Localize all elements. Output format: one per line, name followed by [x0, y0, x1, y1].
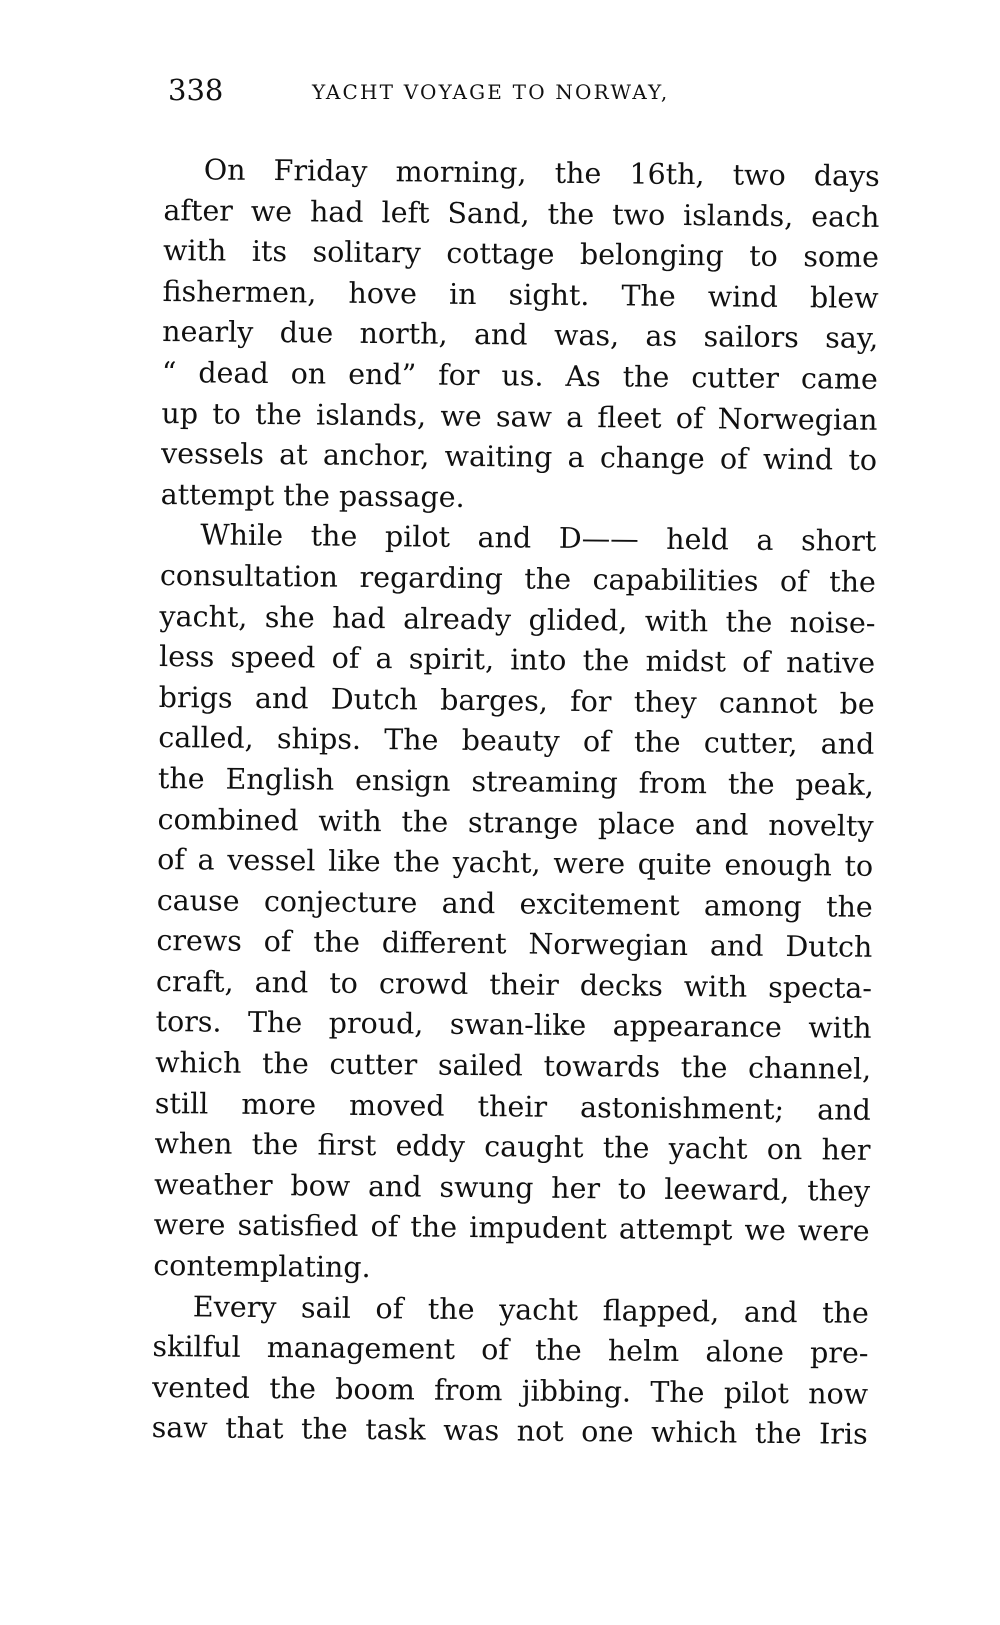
paragraph [160, 150, 879, 522]
text-line: still more moved their astonishment; and [154, 1086, 871, 1127]
text-line: less speed of a spirit, into the midst of native [158, 640, 876, 680]
text-line: consultation regarding the capabilities of the [159, 558, 877, 599]
text-line: called, ships. The beauty of the cutter, and [158, 721, 875, 762]
text-line: On Friday morning, the 16th, two days [203, 153, 880, 193]
text-line: vessels at anchor, waiting a change of wind to [160, 437, 878, 478]
text-line: craft, and to crowd their decks with specta- [155, 964, 873, 1005]
text-line: contemplating. [153, 1248, 371, 1285]
text-line: the English ensign streaming from the peak, [157, 761, 875, 802]
text-line: which the cutter sailed towards the channel, [155, 1046, 872, 1086]
text-line: nearly due north, and was, as sailors say, [162, 315, 879, 356]
text-line: tors. The proud, swan-like appearance with [155, 1005, 872, 1046]
text-line: vented the boom from jibbing. The pilot now [151, 1370, 869, 1411]
text-line: While the pilot and D—— held a short [200, 518, 877, 559]
text-line: combined with the strange place and novelty [157, 802, 874, 843]
text-line: with its solitary cottage belonging to some [162, 234, 880, 275]
paragraph [153, 515, 876, 1293]
text-line: Every sail of the yacht flapped, and the [192, 1289, 870, 1330]
text-line: weather bow and swung her to leeward, they [153, 1167, 871, 1208]
text-line: attempt the passage. [160, 477, 465, 514]
text-line: when the first eddy caught the yacht on her [154, 1127, 871, 1168]
text-line: up to the islands, we saw a fleet of Norwegian [161, 396, 878, 437]
text-line: “ dead on end” for us. As the cutter came [161, 355, 878, 396]
text-line: cause conjecture and excitement among the [156, 883, 873, 924]
text-line: were satisfied of the impudent attempt we were [153, 1208, 870, 1249]
text-line: crews of the different Norwegian and Dutch [156, 924, 873, 965]
text-line: yacht, she had already glided, with the noise- [159, 599, 876, 640]
running-title: YACHT VOYAGE TO NORWAY, [312, 80, 670, 104]
page-header [160, 70, 900, 110]
paragraph [152, 1287, 870, 1456]
text-line: saw that the task was not one which the Iris [151, 1411, 868, 1452]
text-line: skilful management of the helm alone pre- [152, 1330, 869, 1371]
text-line: of a vessel like the yacht, were quite enough to [157, 843, 874, 883]
text-line: fishermen, hove in sight. The wind blew [162, 274, 879, 315]
body-text [152, 150, 880, 1456]
page-number: 338 [168, 73, 224, 107]
text-line: brigs and Dutch barges, for they cannot be [158, 680, 875, 721]
text-line: after we had left Sand, the two islands, each [163, 193, 880, 234]
